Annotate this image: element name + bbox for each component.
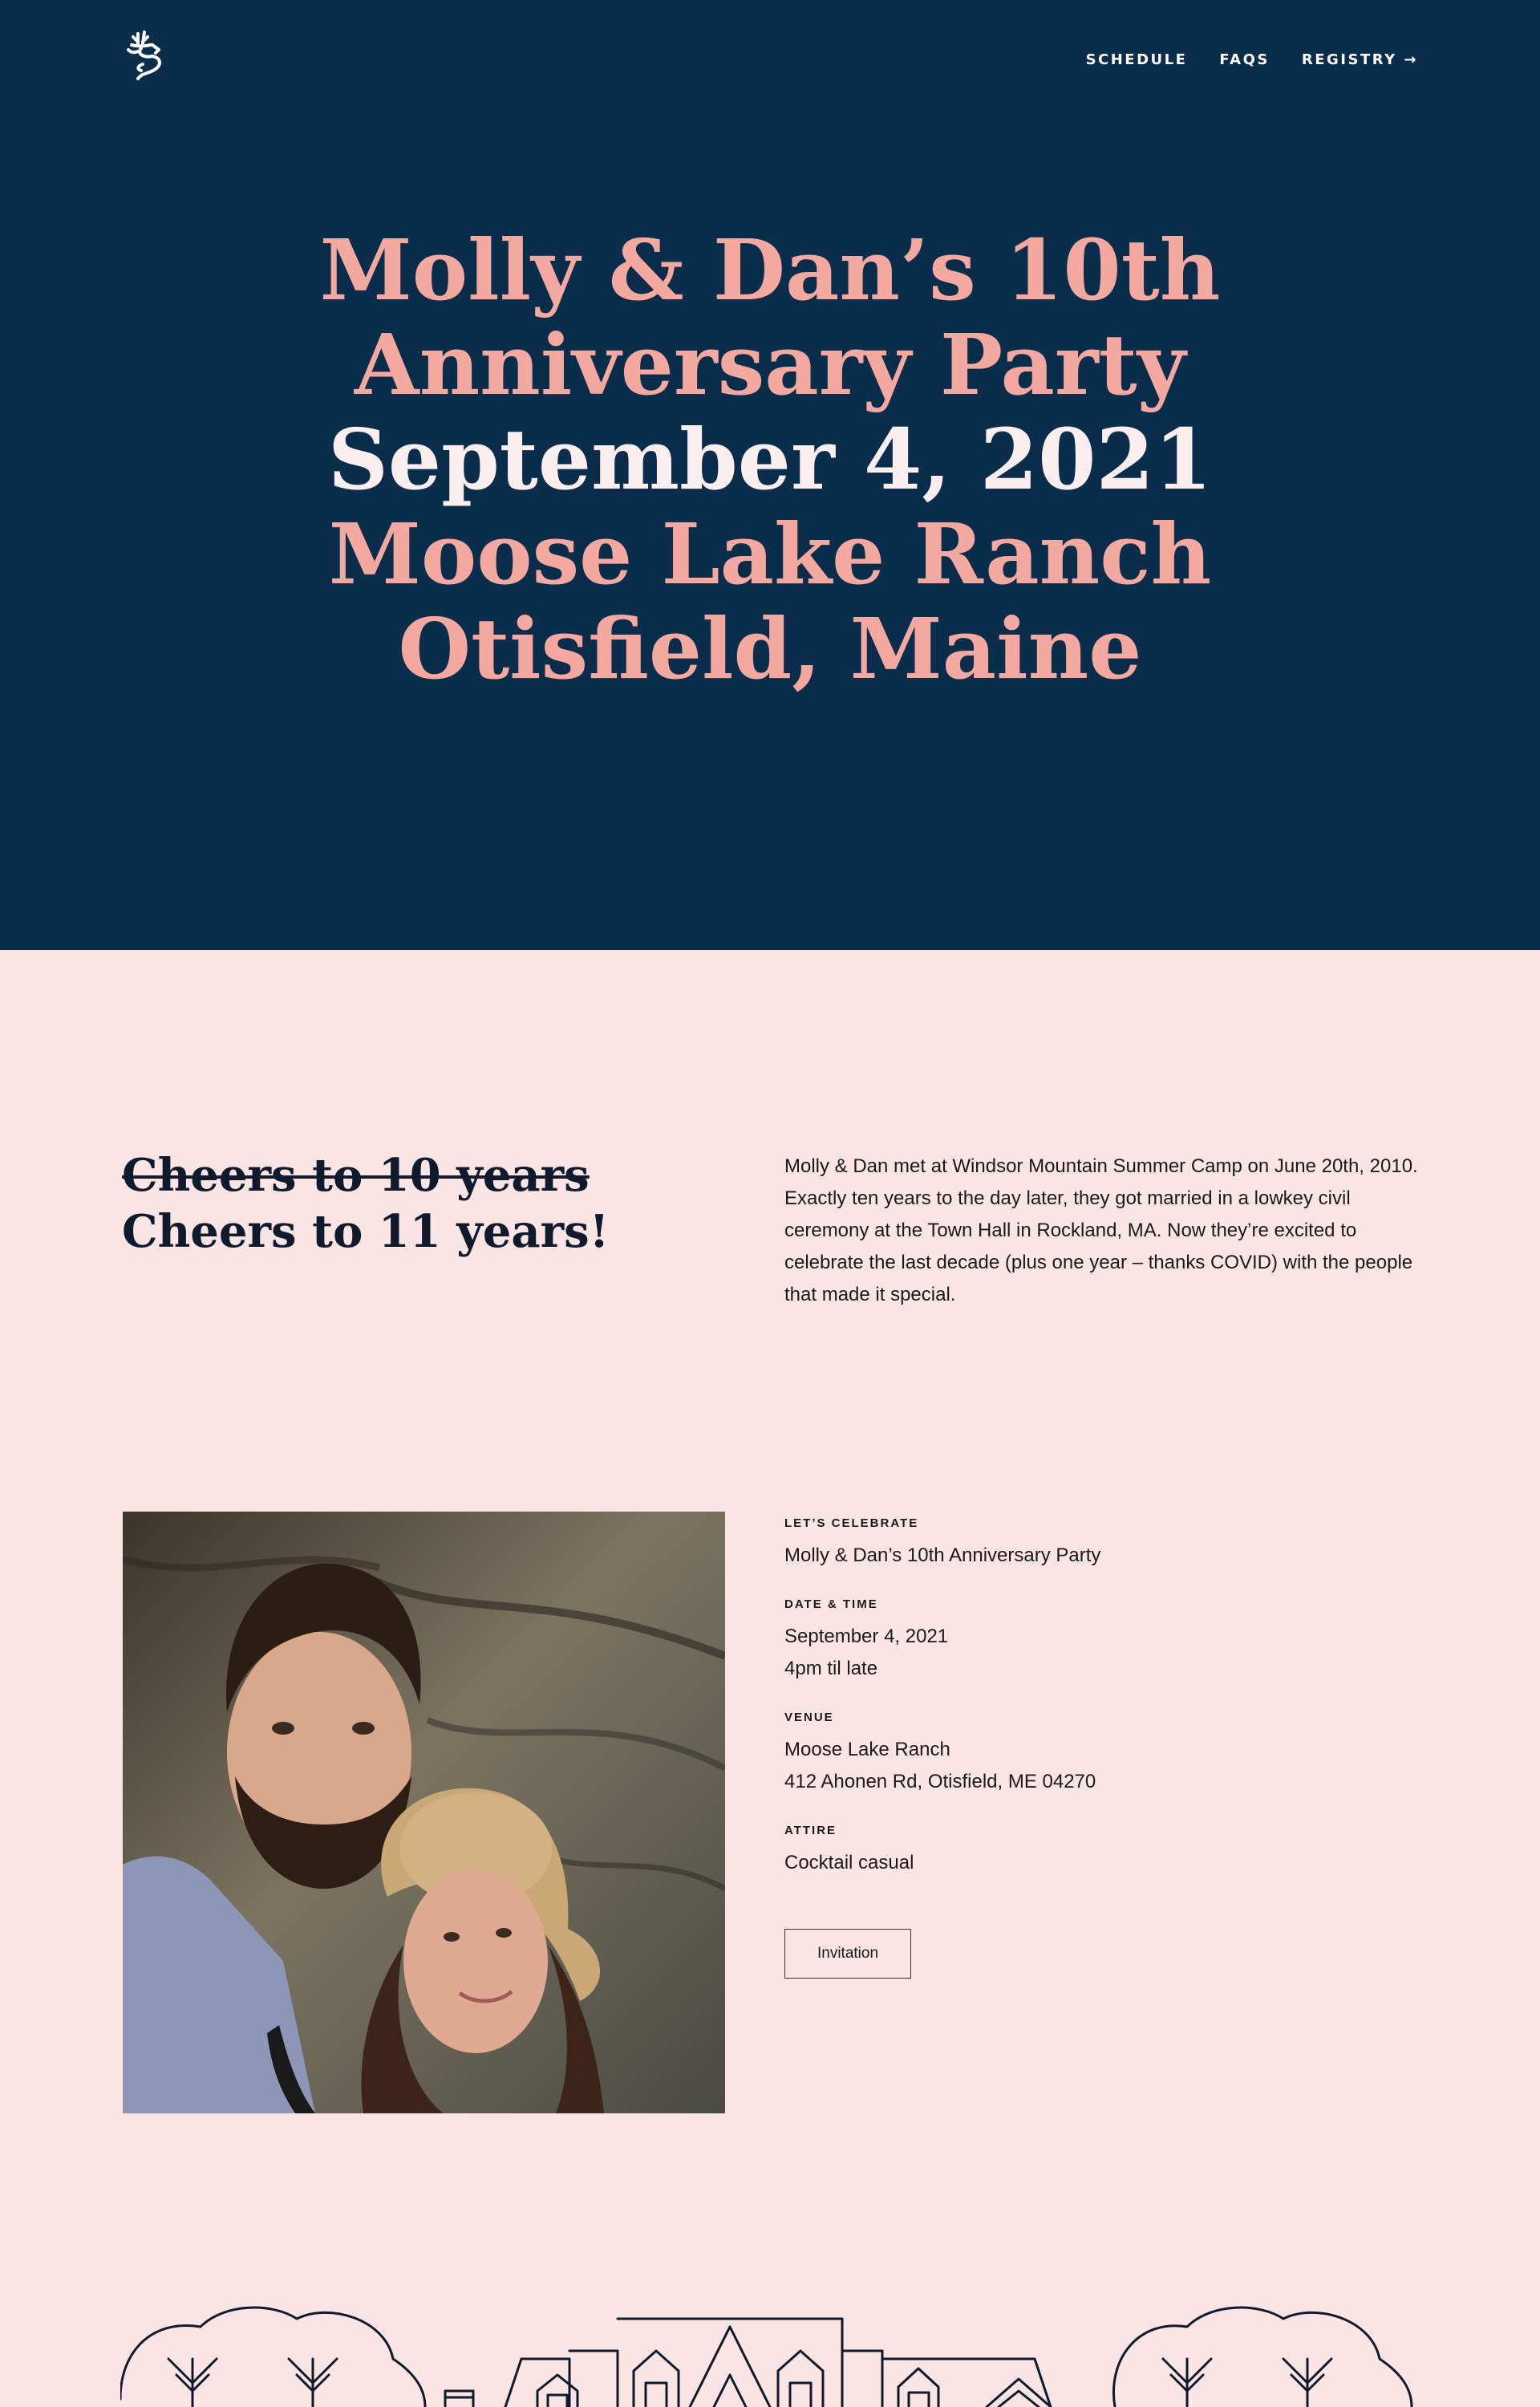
detail-attire-label: ATTIRE xyxy=(784,1824,837,1837)
detail-venue xyxy=(784,1711,1426,1798)
hero-line-title-2: Anniversary Party xyxy=(354,315,1186,414)
hero-line-date: September 4, 2021 xyxy=(327,410,1213,509)
detail-attire-value: Cocktail casual xyxy=(784,1852,914,1873)
nav-faqs-link[interactable]: FAQS xyxy=(1219,51,1270,68)
nav-schedule-link[interactable]: SCHEDULE xyxy=(1085,51,1188,68)
hero-line-title-1: Molly & Dan’s 10th xyxy=(319,221,1221,319)
detail-venue-label: VENUE xyxy=(784,1711,834,1724)
detail-venue-address: 412 Ahonen Rd, Otisfield, ME 04270 xyxy=(784,1771,1096,1792)
hero-section xyxy=(0,0,1540,950)
couple-photo xyxy=(123,1512,725,2113)
moose-logo-icon[interactable] xyxy=(120,29,168,87)
intro-heading xyxy=(122,1147,609,1260)
couple-photo-image xyxy=(123,1512,725,2113)
detail-datetime-label: DATE & TIME xyxy=(784,1597,878,1611)
detail-celebrate xyxy=(784,1516,1426,1572)
nav-registry-link[interactable]: REGISTRY → xyxy=(1301,51,1418,68)
intro-heading-struck: Cheers to 10 years xyxy=(122,1149,590,1202)
event-details xyxy=(784,1516,1426,1979)
ranch-illustration xyxy=(120,2303,1420,2407)
intro-paragraph: Molly & Dan met at Windsor Mountain Summer Camp on June 20th, 2010. Exactly ten years to the day later, they got married in a lowkey civil ceremony at the Town Hall in Rockland, MA. Now they’re excited to celebrate the last decade (plus one year – thanks COVID) with the people that made it special. xyxy=(784,1155,1418,1305)
detail-date-value: September 4, 2021 xyxy=(784,1626,949,1647)
detail-attire xyxy=(784,1824,1426,1879)
detail-time-value: 4pm til late xyxy=(784,1658,878,1679)
detail-venue-name: Moose Lake Ranch xyxy=(784,1739,950,1760)
main-nav xyxy=(1086,51,1418,68)
invitation-button[interactable]: Invitation xyxy=(784,1929,911,1979)
hero-line-location: Otisfield, Maine xyxy=(398,599,1142,698)
detail-celebrate-label: LET’S CELEBRATE xyxy=(784,1516,919,1530)
hero-title xyxy=(0,223,1540,696)
hero-line-venue: Moose Lake Ranch xyxy=(328,505,1212,603)
detail-datetime xyxy=(784,1597,1426,1685)
intro-heading-main: Cheers to 11 years! xyxy=(122,1205,610,1258)
detail-celebrate-value: Molly & Dan’s 10th Anniversary Party xyxy=(784,1544,1101,1566)
